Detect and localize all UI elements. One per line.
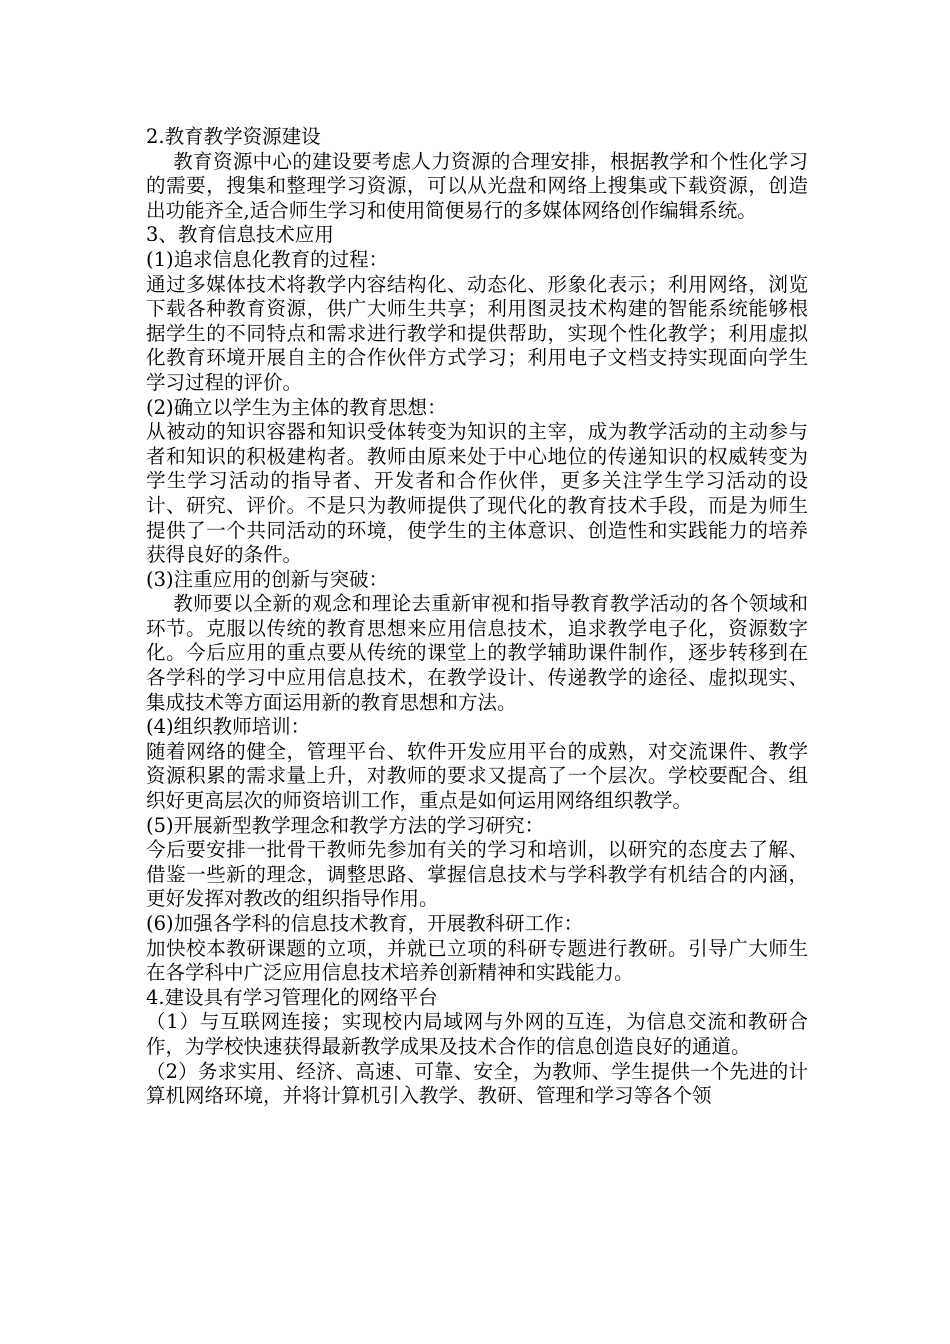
subheading-2: (2)确立以学生为主体的教育思想：	[146, 395, 447, 419]
subheading-4: (4)组织教师培训：	[146, 715, 311, 739]
subheading-3: (3)注重应用的创新与突破：	[146, 567, 389, 591]
paragraph-internet-connection: （1）与互联网连接；实现校内局域网与外网的互连，为信息交流和教研合作，为学校快速获得最新教学成果及技术合作的信息创造良好的通道。	[146, 1010, 808, 1058]
subheading-6: (6)加强各学科的信息技术教育，开展教科研工作：	[146, 912, 584, 935]
paragraph-2: 从被动的知识容器和知识受体转变为知识的主宰，成为教学活动的主动参与者和知识的积极建构者。教师由原来处于中心地位的传递知识的权威转变为学生学习活动的指导者、开发者和合作伙伴，更多关注学生学习活动的设计、研究、评价。不是只为教师提供了现代化的教育技术手段，而是为师生提供了一个共同活动的环境，使学生的主体意识、创造性和实践能力的培养获得良好的条件。	[146, 420, 808, 567]
paragraph-6: 加快校本教研课题的立项，并就已立项的科研专题进行教研。引导广大师生在各学科中广泛应用信息技术培养创新精神和实践能力。	[146, 936, 808, 985]
heading-network-platform: 4.建设具有学习管理化的网络平台	[146, 985, 438, 1009]
document-page	[146, 125, 808, 1109]
paragraph-1: 通过多媒体技术将教学内容结构化、动态化、形象化表示；利用网络，浏览下载各种教育资源，供广大师生共享；利用图灵技术构建的智能系统能够根据学生的不同特点和需求进行教学和提供帮助，实现个性化教学；利用虚拟化教育环境开展自主的合作伙伴方式学习；利用电子文档支持实现面向学生学习过程的评价。	[146, 272, 808, 394]
paragraph-network-environment: （2）务求实用、经济、高速、可靠、安全，为教师、学生提供一个先进的计算机网络环境，并将计算机引入教学、教研、管理和学习等各个领	[146, 1059, 808, 1108]
subheading-1: (1)追求信息化教育的过程：	[146, 247, 389, 271]
paragraph-3: 教师要以全新的观念和理论去重新审视和指导教育教学活动的各个领域和环节。克服以传统的教育思想来应用信息技术，追求教学电子化，资源数字化。今后应用的重点要从传统的课堂上的教学辅助课件制作，逐步转移到在各学科的学习中应用信息技术，在教学设计、传递教学的途径、虚拟现实、集成技术等方面运用新的教育思想和方法。	[146, 592, 808, 714]
paragraph-5: 今后要安排一批骨干教师先参加有关的学习和培训，以研究的态度去了解、借鉴一些新的理念，调整思路、掌握信息技术与学科教学有机结合的内涵，更好发挥对教改的组织指导作用。	[146, 838, 808, 911]
paragraph-resource-center: 教育资源中心的建设要考虑人力资源的合理安排，根据教学和个性化学习的需要，搜集和整理学习资源，可以从光盘和网络上搜集或下载资源，创造出功能齐全,适合师生学习和使用简便易行的多媒体网络创作编辑系统。	[146, 149, 808, 222]
heading-resource-building: 2.教育教学资源建设	[146, 125, 321, 148]
heading-it-application: 3、教育信息技术应用	[146, 223, 334, 247]
subheading-5: (5)开展新型教学理念和教学方法的学习研究：	[146, 813, 545, 837]
paragraph-4: 随着网络的健全，管理平台、软件开发应用平台的成熟，对交流课件、教学资源积累的需求量上升，对教师的要求又提高了一个层次。学校要配合、组织好更高层次的师资培训工作，重点是如何运用网络组织教学。	[146, 739, 808, 813]
